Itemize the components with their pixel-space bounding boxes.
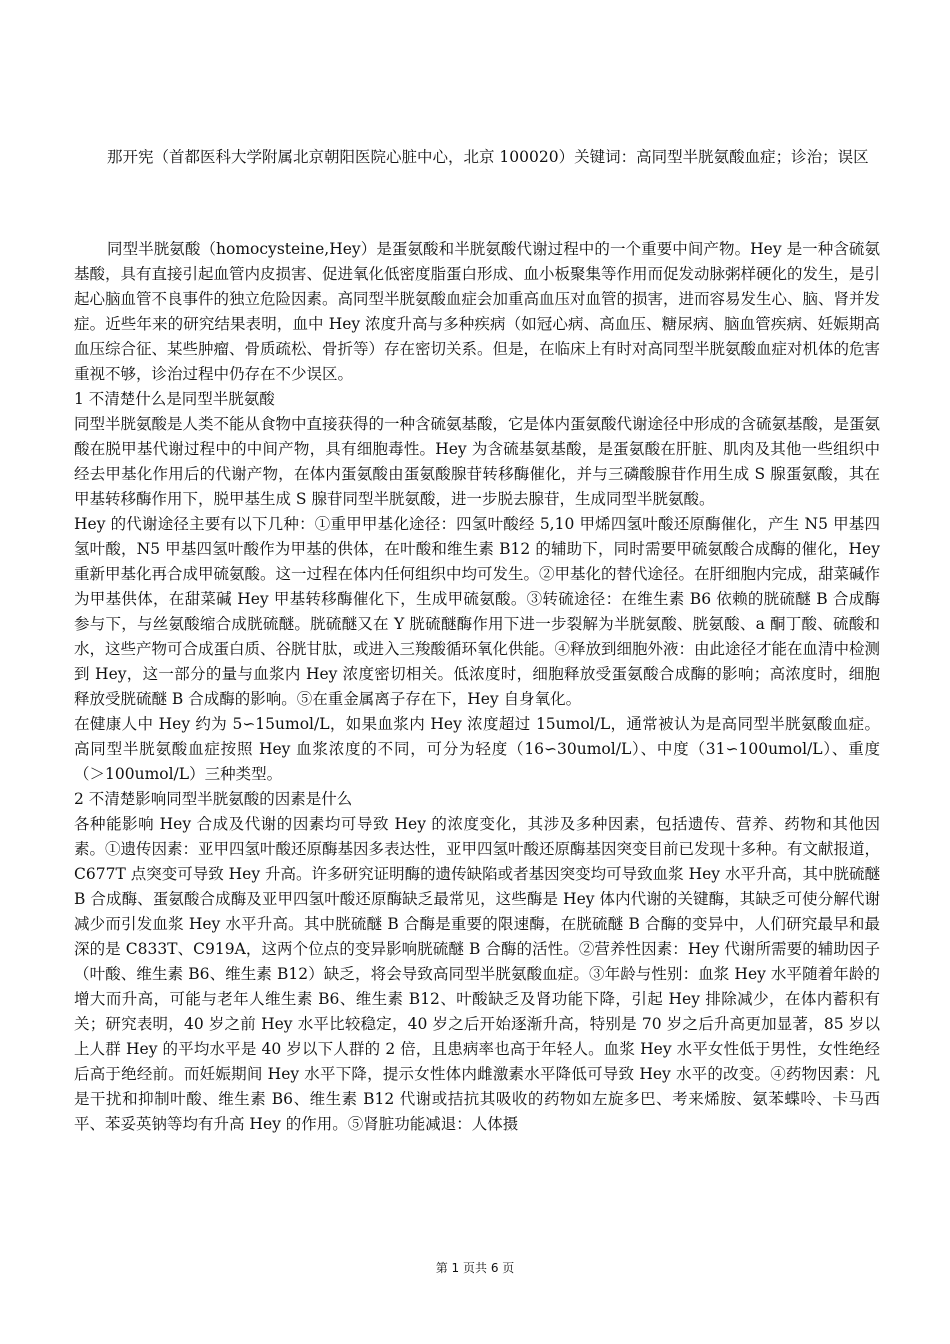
intro-paragraph: 同型半胱氨酸（homocysteine,Hey）是蛋氨酸和半胱氨酸代谢过程中的一个重要中间产物。Hey 是一种含硫氨基酸，具有直接引起血管内皮损害、促进氧化低密度脂蛋白形成、血小板聚集等作用而促发动脉粥样硬化的发生，是引起心脑血管不良事件的独立危险因素。高同型半胱氨酸血症会加重高血压对血管的损害，进而容易发生心、脑、肾并发症。近些年来的研究结果表明，血中 Hey 浓度升高与多种疾病（如冠心病、高血压、糖尿病、脑血管疾病、妊娠期高血压综合征、某些肿瘤、骨质疏松、骨折等）存在密切关系。但是，在临床上有时对高同型半胱氨酸血症对机体的危害重视不够，诊治过程中仍存在不少误区。 <box>74 240 881 383</box>
section1-heading: 1 不清楚什么是同型半胱氨酸 <box>74 390 275 408</box>
document-body <box>74 237 880 1137</box>
author-line: 那开宪（首都医科大学附属北京朝阳医院心脏中心，北京 100020）关键词：高同型半胱氨酸血症；诊治；误区 <box>107 148 869 166</box>
section1-paragraph-2: Hey 的代谢途径主要有以下几种：①重甲甲基化途径：四氢叶酸经 5,10 甲烯四氢叶酸还原酶催化，产生 N5 甲基四氢叶酸，N5 甲基四氢叶酸作为甲基的供体，在叶酸和维生素 B12 的辅助下，同时需要甲硫氨酸合成酶的催化，Hey 重新甲基化再合成甲硫氨酸。这一过程在体内任何组织中均可发生。②甲基化的替代途径。在肝细胞内完成，甜菜碱作为甲基供体，在甜菜碱 Hey 甲基转移酶催化下，生成甲硫氨酸。③转硫途径：在维生素 B6 依赖的胱硫醚 B 合成酶参与下，与丝氨酸缩合成胱硫醚。胱硫醚又在 Y 胱硫醚酶作用下进一步裂解为半胱氨酸、胱氨酸、a 酮丁酸、硫酸和水，这些产物可合成蛋白质、谷胱甘肽，或进入三羧酸循环氧化供能。④释放到细胞外液：由此途径才能在血清中检测到 Hey，这一部分的量与血浆内 Hey 浓度密切相关。低浓度时，细胞释放受蛋氨酸合成酶的影响；高浓度时，细胞释放受胱硫醚 B 合成酶的影响。⑤在重金属离子存在下，Hey 自身氧化。 <box>74 515 881 708</box>
section2-paragraph-1: 各种能影响 Hey 合成及代谢的因素均可导致 Hey 的浓度变化，其涉及多种因素，包括遗传、营养、药物和其他因素。①遗传因素：亚甲四氢叶酸还原酶基因多表达性，亚甲四氢叶酸还原酶基因突变目前已发现十多种。有文献报道，C677T 点突变可导致 Hey 升高。许多研究证明酶的遗传缺陷或者基因突变均可导致血浆 Hey 水平升高，其中胱硫醚 B 合成酶、蛋氨酸合成酶及亚甲四氢叶酸还原酶缺乏最常见，这些酶是 Hey 体内代谢的关键酶，其缺乏可使分解代谢减少而引发血浆 Hey 水平升高。其中胱硫醚 B 合酶是重要的限速酶，在胱硫醚 B 合酶的变异中，人们研究最早和最深的是 C833T、C919A，这两个位点的变异影响胱硫醚 B 合酶的活性。②营养性因素：Hey 代谢所需要的辅助因子（叶酸、维生素 B6、维生素 B12）缺乏，将会导致高同型半胱氨酸血症。③年龄与性别：血浆 Hey 水平随着年龄的增大而升高，可能与老年人维生素 B6、维生素 B12、叶酸缺乏及肾功能下降，引起 Hey 排除减少，在体内蓄积有关；研究表明，40 岁之前 Hey 水平比较稳定，40 岁之后开始逐渐升高，特别是 70 岁之后升高更加显著，85 岁以上人群 Hey 的平均水平是 40 岁以下人群的 2 倍，且患病率也高于年轻人。血浆 Hey 水平女性低于男性，女性绝经后高于绝经前。而妊娠期间 Hey 水平下降，提示女性体内雌激素水平降低可导致 Hey 水平的改变。④药物因素：凡是干扰和抑制叶酸、维生素 B6、维生素 B12 代谢或拮抗其吸收的药物如左旋多巴、考来烯胺、氨苯蝶呤、卡马西平、苯妥英钠等均有升高 Hey 的作用。⑤肾脏功能减退：人体摄 <box>74 815 881 1133</box>
section1-paragraph-1: 同型半胱氨酸是人类不能从食物中直接获得的一种含硫氨基酸，它是体内蛋氨酸代谢途径中形成的含硫氨基酸，是蛋氨酸在脱甲基代谢过程中的中间产物，具有细胞毒性。Hey 为含硫基氨基酸，是蛋氨酸在肝脏、肌肉及其他一些组织中经去甲基化作用后的代谢产物，在体内蛋氨酸由蛋氨酸腺苷转移酶催化，并与三磷酸腺苷作用生成 S 腺蛋氨酸，其在甲基转移酶作用下，脱甲基生成 S 腺苷同型半胱氨酸，进一步脱去腺苷，生成同型半胱氨酸。 <box>74 415 881 508</box>
section1-paragraph-3: 在健康人中 Hey 约为 5∽15umol/L，如果血浆内 Hey 浓度超过 15umol/L，通常被认为是高同型半胱氨酸血症。高同型半胱氨酸血症按照 Hey 血浆浓度的不同，可分为轻度（16∽30umol/L）、中度（31∽100umol/L）、重度（＞100umol/L）三种类型。 <box>74 715 880 783</box>
section2-heading: 2 不清楚影响同型半胱氨酸的因素是什么 <box>74 790 353 808</box>
page-footer: 第 1 页共 6 页 <box>435 1261 515 1275</box>
